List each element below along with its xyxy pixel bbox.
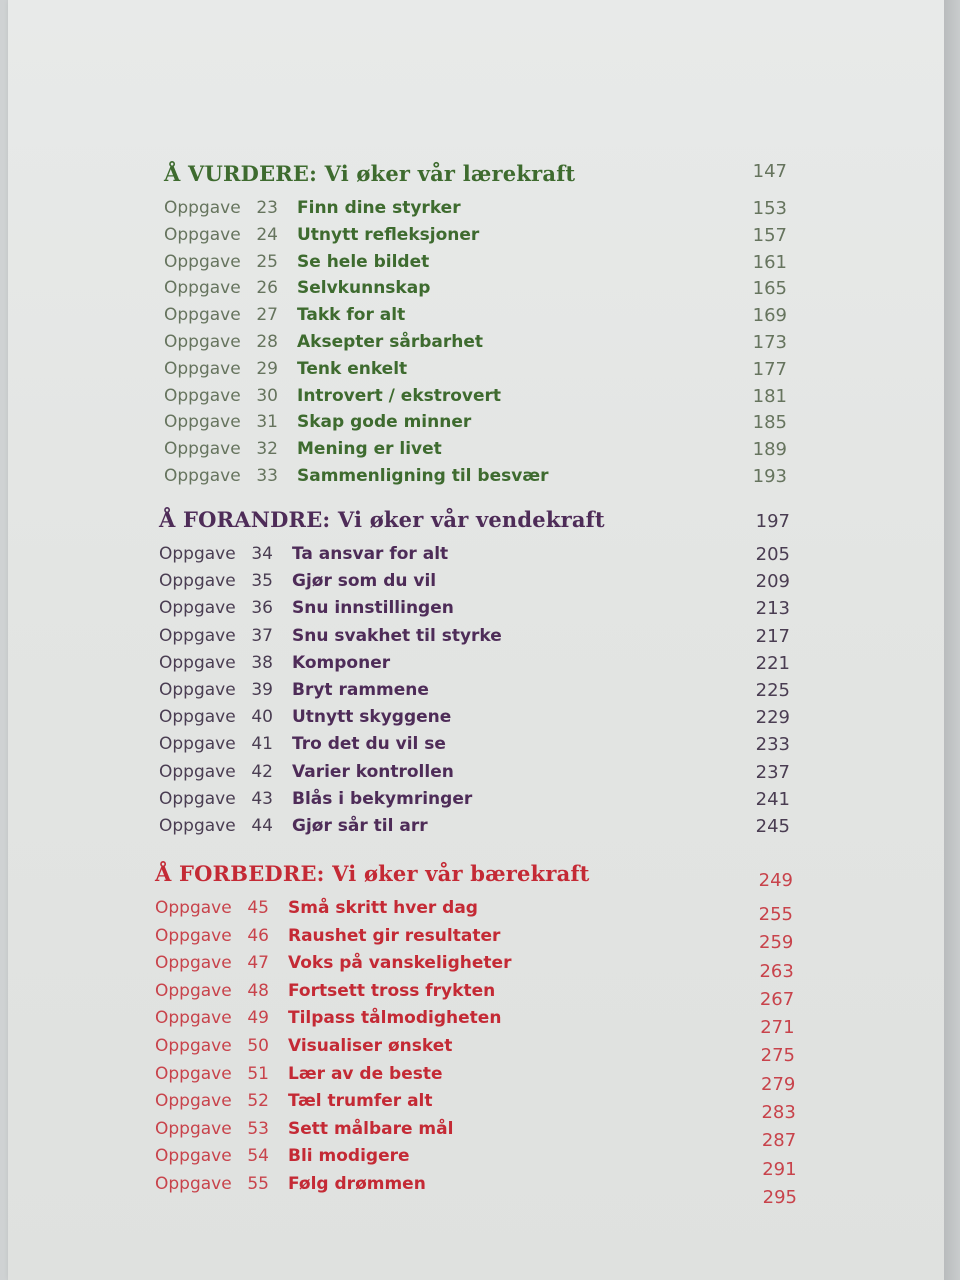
section-page-number: 249 <box>758 870 793 891</box>
entry-title: Utnytt skyggene <box>292 707 452 728</box>
entry-page-number: 275 <box>760 1045 795 1067</box>
entry-title: Utnytt refleksjoner <box>297 224 480 245</box>
entry-label: Oppgave <box>155 1091 232 1112</box>
toc-entry <box>164 383 804 410</box>
entry-label: Oppgave <box>164 224 241 245</box>
section-title: Å FORBEDRE: Vi øker vår bærekraft <box>155 861 590 886</box>
entry-page-number: 259 <box>759 932 794 954</box>
toc-entry <box>155 1088 805 1124</box>
entry-title: Tro det du vil se <box>292 734 446 755</box>
entry-page-number: 237 <box>755 761 790 783</box>
toc-entry <box>164 302 804 329</box>
entry-number: 52 <box>247 1091 269 1112</box>
page-edge <box>944 0 960 1280</box>
entry-number: 30 <box>256 385 278 406</box>
entry-number: 48 <box>247 980 269 1001</box>
entry-number: 24 <box>256 224 278 245</box>
entry-number: 37 <box>251 625 273 646</box>
entry-number: 55 <box>247 1173 269 1194</box>
entry-label: Oppgave <box>155 1118 232 1139</box>
entry-label: Oppgave <box>164 198 241 218</box>
entry-title: Snu svakhet til styrke <box>292 625 502 646</box>
entry-number: 43 <box>251 788 273 809</box>
entry-number: 47 <box>247 953 269 974</box>
entry-title: Gjør som du vil <box>292 571 437 592</box>
entry-page-number: 287 <box>761 1130 797 1152</box>
entry-label: Oppgave <box>159 734 236 755</box>
toc-entry <box>159 786 799 813</box>
entry-title: Lær av de beste <box>288 1063 443 1084</box>
entry-title: Skap gode minner <box>297 412 472 433</box>
entry-number: 38 <box>251 652 273 673</box>
entry-title: Se hele bildet <box>297 251 430 272</box>
toc-entry <box>159 568 799 595</box>
toc-entry <box>155 1143 805 1180</box>
entry-title: Fortsett tross frykten <box>288 980 496 1001</box>
entry-title: Tæl trumfer alt <box>288 1091 433 1112</box>
section-heading <box>159 507 799 541</box>
entry-page-number: 291 <box>762 1158 797 1180</box>
entry-number: 29 <box>256 358 278 379</box>
entry-page-number: 157 <box>752 224 787 246</box>
toc-entry <box>164 275 804 302</box>
entry-title: Komponer <box>292 652 391 673</box>
section-title: Å FORANDRE: Vi øker vår vendekraft <box>159 507 605 532</box>
entry-title: Visualiser ønsket <box>288 1035 453 1056</box>
entry-title: Varier kontrollen <box>292 761 454 782</box>
entry-number: 32 <box>256 439 278 460</box>
entry-title: Finn dine styrker <box>297 198 461 218</box>
entry-label: Oppgave <box>159 788 236 809</box>
entry-number: 39 <box>251 679 273 700</box>
entry-label: Oppgave <box>164 251 241 272</box>
entry-number: 41 <box>251 734 273 755</box>
entry-title: Tilpass tålmodigheten <box>288 1008 502 1029</box>
entry-title: Følg drømmen <box>288 1173 426 1194</box>
entry-label: Oppgave <box>155 1063 232 1084</box>
entry-title: Sammenligning til besvær <box>297 465 549 486</box>
entry-title: Mening er livet <box>297 439 442 460</box>
entry-label: Oppgave <box>164 439 241 460</box>
entry-page-number: 173 <box>752 331 787 353</box>
entry-page-number: 279 <box>761 1073 796 1095</box>
entry-number: 31 <box>256 412 278 433</box>
section-page-number: 147 <box>752 161 787 182</box>
entry-number: 36 <box>251 598 273 619</box>
entry-label: Oppgave <box>155 1035 232 1056</box>
entry-page-number: 177 <box>752 358 787 380</box>
entry-page-number: 181 <box>752 385 787 407</box>
entry-page-number: 255 <box>758 904 793 925</box>
toc-entry <box>155 1171 805 1208</box>
entry-title: Blås i bekymringer <box>292 788 473 809</box>
entry-page-number: 165 <box>752 278 787 300</box>
toc-entry <box>159 813 799 840</box>
entry-page-number: 217 <box>755 625 790 647</box>
entry-title: Takk for alt <box>297 305 406 326</box>
toc-section-forandre <box>159 507 799 840</box>
entry-title: Voks på vanskeligheter <box>288 953 512 974</box>
entry-page-number: 205 <box>755 544 790 565</box>
section-heading <box>164 161 804 195</box>
entry-title: Snu innstillingen <box>292 598 454 619</box>
toc-entry <box>155 950 805 982</box>
toc-entry <box>159 704 799 731</box>
toc-entry <box>159 677 799 704</box>
toc-entry <box>155 1116 805 1152</box>
toc-entry <box>155 1061 805 1095</box>
entry-label: Oppgave <box>155 1146 232 1167</box>
entry-label: Oppgave <box>164 305 241 326</box>
entry-page-number: 225 <box>755 679 790 701</box>
toc-entry <box>164 249 804 276</box>
entry-title: Små skritt hver dag <box>288 898 478 918</box>
entry-number: 40 <box>251 707 273 728</box>
toc-entry <box>164 356 804 383</box>
entry-label: Oppgave <box>164 278 241 299</box>
entry-label: Oppgave <box>159 544 236 564</box>
entry-label: Oppgave <box>159 571 236 592</box>
section-heading <box>155 861 805 895</box>
entry-page-number: 193 <box>752 465 787 487</box>
entry-number: 44 <box>251 815 273 836</box>
entry-label: Oppgave <box>159 761 236 782</box>
entry-label: Oppgave <box>155 1008 232 1029</box>
entry-title: Sett målbare mål <box>288 1118 454 1139</box>
entry-page-number: 267 <box>759 988 795 1010</box>
toc-entry <box>155 1005 805 1039</box>
entry-page-number: 283 <box>761 1102 796 1124</box>
entry-label: Oppgave <box>159 679 236 700</box>
toc-entry <box>155 895 805 923</box>
entry-title: Bli modigere <box>288 1146 410 1167</box>
entry-number: 34 <box>251 544 273 564</box>
entry-page-number: 295 <box>762 1186 797 1208</box>
entry-label: Oppgave <box>164 358 241 379</box>
toc-entry <box>159 759 799 786</box>
entry-page-number: 189 <box>752 439 787 461</box>
entry-title: Selvkunnskap <box>297 278 431 299</box>
entry-label: Oppgave <box>164 331 241 352</box>
toc-section-vurdere <box>164 161 804 490</box>
entry-number: 54 <box>247 1146 269 1167</box>
entry-title: Raushet gir resultater <box>288 925 501 946</box>
entry-number: 26 <box>256 278 278 299</box>
entry-number: 25 <box>256 251 278 272</box>
entry-title: Bryt rammene <box>292 679 429 700</box>
toc-section-forbedre <box>155 861 805 1208</box>
toc-entry <box>164 409 804 436</box>
entry-number: 23 <box>256 198 278 218</box>
entry-label: Oppgave <box>159 652 236 673</box>
entry-label: Oppgave <box>159 707 236 728</box>
entry-label: Oppgave <box>159 625 236 646</box>
entry-title: Gjør sår til arr <box>292 815 428 836</box>
entry-label: Oppgave <box>155 953 232 974</box>
entry-title: Tenk enkelt <box>297 358 408 379</box>
entry-label: Oppgave <box>159 598 236 619</box>
entry-title: Aksepter sårbarhet <box>297 331 483 352</box>
entry-page-number: 263 <box>759 960 794 982</box>
toc-entry <box>159 650 799 677</box>
section-page-number: 197 <box>755 511 790 532</box>
entry-page-number: 185 <box>752 412 787 434</box>
entry-label: Oppgave <box>164 385 241 406</box>
entry-page-number: 169 <box>752 305 787 327</box>
entry-number: 51 <box>247 1063 269 1084</box>
entry-page-number: 221 <box>755 652 790 674</box>
entry-page-number: 271 <box>760 1017 795 1039</box>
toc-entry <box>164 195 804 222</box>
entry-number: 46 <box>247 925 269 946</box>
section-title: Å VURDERE: Vi øker vår lærekraft <box>164 161 576 186</box>
entry-page-number: 213 <box>755 598 790 620</box>
entry-page-number: 229 <box>755 707 790 729</box>
entry-number: 28 <box>256 331 278 352</box>
entry-page-number: 245 <box>755 815 790 837</box>
toc-entry <box>159 623 799 650</box>
entry-number: 53 <box>247 1118 269 1139</box>
toc-entry <box>164 329 804 356</box>
entry-label: Oppgave <box>164 412 241 433</box>
entry-number: 35 <box>251 571 273 592</box>
entry-number: 42 <box>251 761 273 782</box>
entry-page-number: 161 <box>752 251 787 273</box>
entry-label: Oppgave <box>155 980 232 1001</box>
toc-entry <box>159 595 799 622</box>
entry-page-number: 209 <box>755 571 790 593</box>
entry-label: Oppgave <box>155 1173 232 1194</box>
entry-number: 45 <box>247 898 269 918</box>
toc-entry <box>164 436 804 463</box>
entry-number: 49 <box>247 1008 269 1029</box>
toc-entry <box>155 923 805 954</box>
entry-title: Introvert / ekstrovert <box>297 385 502 406</box>
toc-entry <box>164 222 804 249</box>
entry-number: 50 <box>247 1035 269 1056</box>
entry-title: Ta ansvar for alt <box>292 544 449 564</box>
entry-number: 27 <box>256 305 278 326</box>
entry-page-number: 153 <box>752 198 787 219</box>
entry-label: Oppgave <box>155 925 232 946</box>
entry-label: Oppgave <box>155 898 232 918</box>
entry-page-number: 233 <box>755 734 790 756</box>
entry-page-number: 241 <box>755 788 790 810</box>
toc-entry <box>159 731 799 758</box>
entry-label: Oppgave <box>164 465 241 486</box>
toc-entry <box>155 978 805 1010</box>
toc-entry <box>159 541 799 568</box>
entry-label: Oppgave <box>159 815 236 836</box>
toc-entry <box>155 1033 805 1067</box>
entry-number: 33 <box>256 465 278 486</box>
toc-entry <box>164 463 804 490</box>
